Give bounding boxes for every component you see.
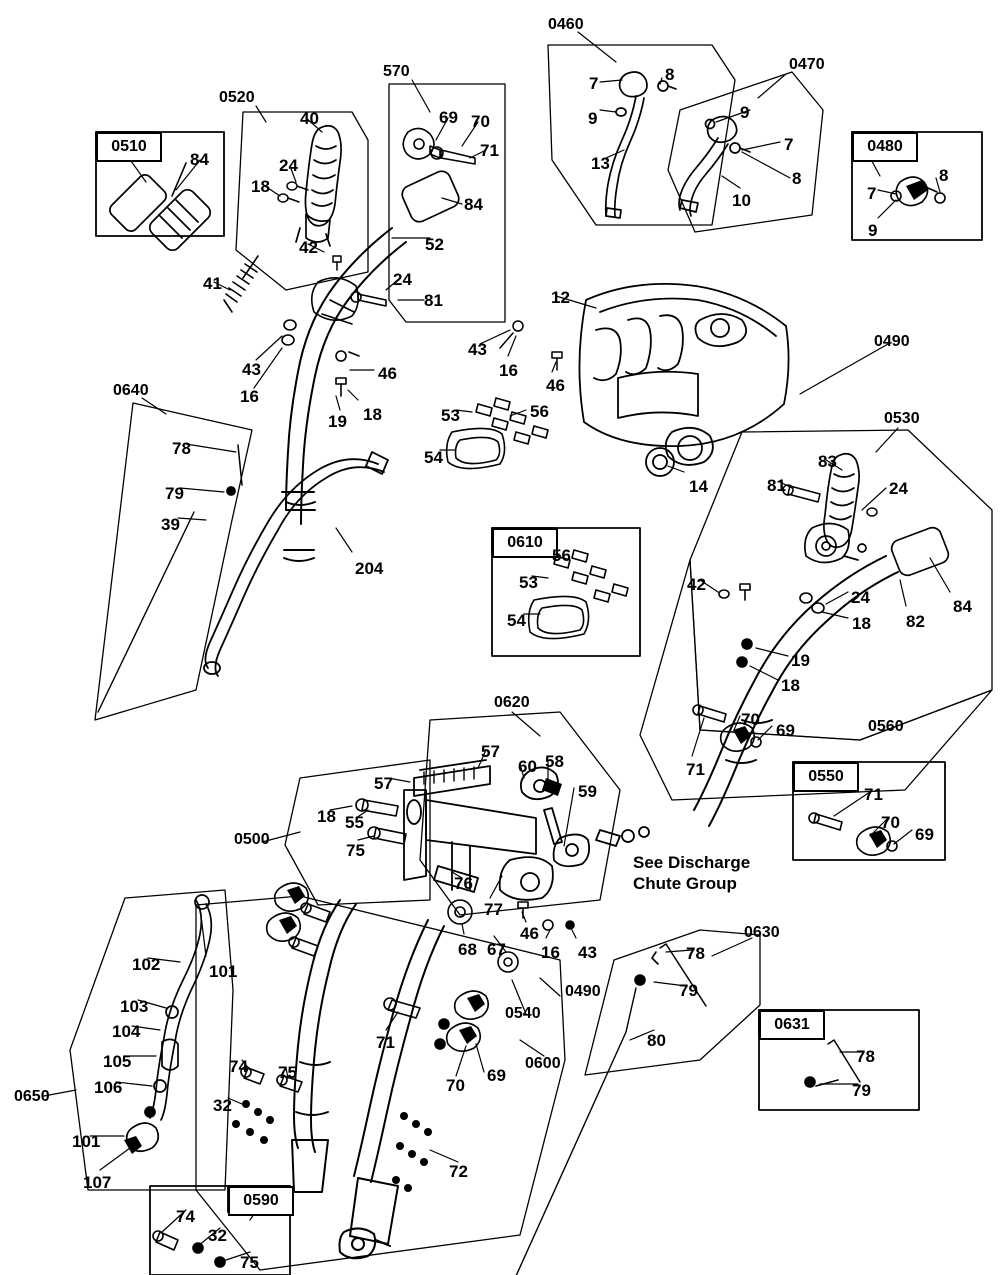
part-callout-32: 32 — [213, 1096, 232, 1115]
part-callout-43: 43 — [468, 340, 487, 359]
part-callout-9: 9 — [868, 221, 878, 240]
part-callout-9: 9 — [588, 109, 598, 128]
part-callout-84: 84 — [953, 597, 972, 616]
part-callout-204: 204 — [355, 559, 384, 578]
group-label-0600: 0600 — [525, 1055, 561, 1072]
part-callout-70: 70 — [741, 710, 760, 729]
part-callout-103: 103 — [120, 997, 149, 1016]
part-callout-56: 56 — [552, 546, 571, 565]
part-callout-74: 74 — [229, 1057, 248, 1076]
part-callout-71: 71 — [480, 141, 499, 160]
part-callout-78: 78 — [856, 1047, 875, 1066]
detail-box-id-0510 — [96, 132, 162, 162]
part-callout-69: 69 — [776, 721, 795, 740]
detail-box-label: 0550 — [808, 768, 844, 785]
part-callout-46: 46 — [520, 924, 539, 943]
part-callout-18: 18 — [363, 405, 382, 424]
part-callout-104: 104 — [112, 1022, 141, 1041]
group-label-0500: 0500 — [234, 831, 270, 848]
part-callout-8: 8 — [792, 169, 802, 188]
part-callout-46: 46 — [378, 364, 397, 383]
part-callout-56: 56 — [530, 402, 549, 421]
part-callout-69: 69 — [439, 108, 458, 127]
detail-box-label: 0510 — [111, 138, 147, 155]
detail-box-id-0480 — [852, 132, 918, 162]
group-label-0530: 0530 — [884, 410, 920, 427]
part-callout-70: 70 — [471, 112, 490, 131]
part-callout-101: 101 — [209, 962, 238, 981]
part-callout-59: 59 — [578, 782, 597, 801]
group-label-0620: 0620 — [494, 694, 530, 711]
group-label-0540: 0540 — [505, 1005, 541, 1022]
part-callout-7: 7 — [589, 74, 599, 93]
part-callout-81: 81 — [424, 291, 443, 310]
part-callout-7: 7 — [784, 135, 794, 154]
group-label-0560: 0560 — [868, 718, 904, 735]
part-callout-43: 43 — [578, 943, 597, 962]
part-callout-8: 8 — [939, 166, 949, 185]
part-callout-8: 8 — [665, 65, 675, 84]
group-label-0490a: 0490 — [874, 333, 910, 350]
part-callout-57: 57 — [374, 774, 393, 793]
part-callout-7: 7 — [867, 184, 877, 203]
part-callout-78: 78 — [686, 944, 705, 963]
part-callout-76: 76 — [454, 874, 473, 893]
part-callout-69: 69 — [915, 825, 934, 844]
part-callout-39: 39 — [161, 515, 180, 534]
part-callout-106: 106 — [94, 1078, 123, 1097]
part-callout-53: 53 — [519, 573, 538, 592]
part-callout-84: 84 — [464, 195, 483, 214]
part-callout-77: 77 — [484, 900, 503, 919]
part-callout-41: 41 — [203, 274, 222, 293]
part-callout-105: 105 — [103, 1052, 132, 1071]
detail-box-id-0610 — [492, 528, 558, 558]
part-callout-32: 32 — [208, 1226, 227, 1245]
part-callout-71: 71 — [864, 785, 883, 804]
part-callout-53: 53 — [441, 406, 460, 425]
part-callout-18: 18 — [852, 614, 871, 633]
detail-box-label: 0590 — [243, 1192, 279, 1209]
group-label-0520: 0520 — [219, 89, 255, 106]
part-callout-12: 12 — [551, 288, 570, 307]
part-callout-68: 68 — [458, 940, 477, 959]
part-callout-13: 13 — [591, 154, 610, 173]
part-callout-60: 60 — [518, 757, 537, 776]
group-label-0470: 0470 — [789, 56, 825, 73]
part-callout-10: 10 — [732, 191, 751, 210]
part-callout-18: 18 — [781, 676, 800, 695]
part-callout-75: 75 — [278, 1063, 297, 1082]
detail-box-label: 0631 — [774, 1016, 810, 1033]
part-callout-79: 79 — [165, 484, 184, 503]
part-callout-107: 107 — [83, 1173, 112, 1192]
part-callout-102: 102 — [132, 955, 161, 974]
part-callout-18: 18 — [317, 807, 336, 826]
part-callout-80: 80 — [647, 1031, 666, 1050]
discharge-chute-note — [633, 852, 750, 895]
part-callout-19: 19 — [328, 412, 347, 431]
part-callout-19: 19 — [791, 651, 810, 670]
part-callout-58: 58 — [545, 752, 564, 771]
part-callout-57: 57 — [481, 742, 500, 761]
detail-box-id-0550 — [793, 762, 859, 792]
part-callout-46: 46 — [546, 376, 565, 395]
part-callout-54: 54 — [507, 611, 526, 630]
part-callout-81: 81 — [767, 476, 786, 495]
part-callout-52: 52 — [425, 235, 444, 254]
part-callout-16: 16 — [240, 387, 259, 406]
part-callout-74: 74 — [176, 1207, 195, 1226]
part-callout-42: 42 — [299, 238, 318, 257]
part-callout-54: 54 — [424, 448, 443, 467]
part-callout-101: 101 — [72, 1132, 101, 1151]
part-callout-40: 40 — [300, 109, 319, 128]
part-callout-16: 16 — [499, 361, 518, 380]
part-callout-24: 24 — [279, 156, 298, 175]
part-callout-16: 16 — [541, 943, 560, 962]
part-callout-78: 78 — [172, 439, 191, 458]
part-callout-82: 82 — [906, 612, 925, 631]
part-callout-75: 75 — [346, 841, 365, 860]
part-callout-71: 71 — [686, 760, 705, 779]
detail-box-id-0631 — [759, 1010, 825, 1040]
part-callout-24: 24 — [889, 479, 908, 498]
detail-box-label: 0610 — [507, 534, 543, 551]
part-callout-71: 71 — [376, 1033, 395, 1052]
group-label-0460: 0460 — [548, 16, 584, 33]
part-callout-75: 75 — [240, 1253, 259, 1272]
group-label-0650: 0650 — [14, 1088, 50, 1105]
part-callout-84: 84 — [190, 150, 209, 169]
part-callout-55: 55 — [345, 813, 364, 832]
part-callout-43: 43 — [242, 360, 261, 379]
detail-box-label: 0480 — [867, 138, 903, 155]
note-line-1: See Discharge — [633, 853, 751, 872]
part-callout-14: 14 — [689, 477, 708, 496]
part-callout-72: 72 — [449, 1162, 468, 1181]
part-callout-24: 24 — [851, 588, 870, 607]
group-label-570: 570 — [383, 63, 410, 80]
part-callout-24: 24 — [393, 270, 412, 289]
note-line-2: Chute Group — [633, 874, 737, 894]
part-callout-42: 42 — [687, 575, 706, 594]
part-callout-70: 70 — [881, 813, 900, 832]
part-callout-83: 83 — [818, 452, 837, 471]
part-callout-9: 9 — [740, 103, 750, 122]
part-callout-79: 79 — [679, 981, 698, 1000]
detail-box-id-0590 — [228, 1186, 294, 1216]
group-label-0490b: 0490 — [565, 983, 601, 1000]
group-label-0630: 0630 — [744, 924, 780, 941]
part-callout-18: 18 — [251, 177, 270, 196]
group-label-0640: 0640 — [113, 382, 149, 399]
part-callout-67: 67 — [487, 940, 506, 959]
part-callout-70: 70 — [446, 1076, 465, 1095]
part-callout-79: 79 — [852, 1081, 871, 1100]
part-callout-69: 69 — [487, 1066, 506, 1085]
